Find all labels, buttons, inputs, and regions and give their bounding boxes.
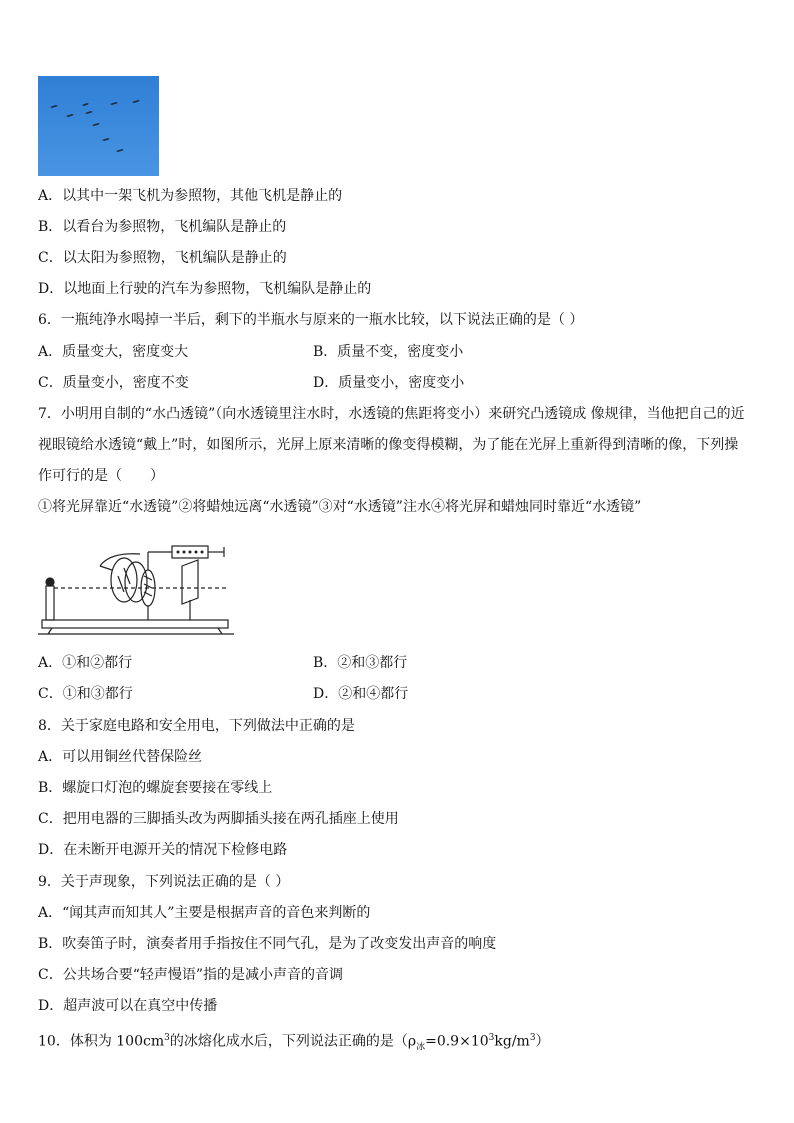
q9-option-a: A．“闻其声而知其人”主要是根据声音的音色来判断的 [38,905,371,921]
q6-option-d: D．质量变小，密度变小 [313,375,465,391]
q7-option-d: D．②和④都行 [313,686,409,702]
q10-stem-part-a: 10．体积为 100cm [38,1033,165,1050]
aircraft-formation-photo [38,76,159,176]
q10-power-exponent: 3 [488,1033,495,1043]
q10-stem [38,1028,550,1057]
q6-option-a: A．质量变大，密度变大 [38,344,189,360]
q5-option-a: A．以其中一架飞机为参照物，其他飞机是静止的 [38,188,343,204]
q7-stem-line-1: 7．小明用自制的“水凸透镜”（向水透镜里注水时，水透镜的焦距将变小）来研究凸透镜成 像规律，当他把自己的近 [38,406,745,422]
q9-option-d: D．超声波可以在真空中传播 [38,998,218,1014]
q7-option-a: A．①和②都行 [38,655,133,671]
q7-choices: ①将光屏靠近“水透镜”②将蜡烛远离“水透镜”③对“水透镜”注水④将光屏和蜡烛同时靠近“水透镜” [38,499,642,515]
q10-ice-subscript: 冰 [416,1042,426,1053]
airplane-icons [38,76,159,176]
q9-option-c: C．公共场合要“轻声慢语”指的是减小声音的音调 [38,967,344,983]
q9-stem: 9．关于声现象，下列说法正确的是（ ） [38,874,290,890]
q7-option-b: B．②和③都行 [313,655,408,671]
q9-option-b: B．吹奏笛子时，演奏者用手指按住不同气孔，是为了改变发出声音的响度 [38,936,497,952]
q10-stem-part-c: =0.9×10 [425,1033,489,1050]
q10-m-exponent: 3 [529,1033,536,1043]
optical-bench-illustration [38,540,234,640]
q10-stem-part-b: 的冰熔化成水后，下列说法正确的是（ρ [169,1033,417,1050]
q7-option-c: C．①和③都行 [38,686,133,702]
q10-stem-part-e: ） [535,1033,550,1050]
q5-option-d: D．以地面上行驶的汽车为参照物，飞机编队是静止的 [38,281,372,297]
water-lens-diagram [38,540,234,640]
q8-option-d: D．在未断开电源开关的情况下检修电路 [38,842,288,858]
q5-option-b: B．以看台为参照物，飞机编队是静止的 [38,219,287,235]
q6-stem: 6．一瓶纯净水喝掉一半后，剩下的半瓶水与原来的一瓶水比较，以下说法正确的是（ ） [38,312,584,328]
q7-stem-line-3: 作可行的是（ ） [38,468,164,484]
q6-option-b: B．质量不变，密度变小 [313,344,464,360]
q10-stem-part-d: kg/m [494,1033,530,1050]
q5-option-c: C．以太阳为参照物，飞机编队是静止的 [38,250,287,266]
q10-cm-exponent: 3 [164,1033,170,1043]
q8-option-c: C．把用电器的三脚插头改为两脚插头接在两孔插座上使用 [38,811,399,827]
q7-stem-line-2: 视眼镜给水透镜“戴上”时，如图所示，光屏上原来清晰的像变得模糊，为了能在光屏上重新得到清晰的像，下列操 [38,437,739,453]
q8-stem: 8．关于家庭电路和安全用电，下列做法中正确的是 [38,718,355,734]
q8-option-b: B．螺旋口灯泡的螺旋套要接在零线上 [38,780,273,796]
q8-option-a: A．可以用铜丝代替保险丝 [38,749,203,765]
q6-option-c: C．质量变小，密度不变 [38,375,189,391]
